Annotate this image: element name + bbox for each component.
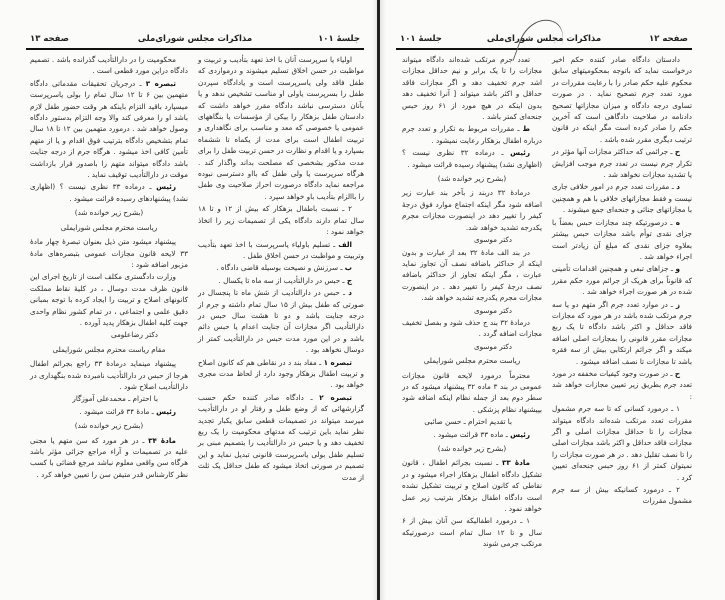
paragraph-text: ـ نسبت بجرائم اطفال ، قانون تشکیل دادگاه اطفال بزهکار اجراء میشود و در نقاطی که کانون اصلاح و تربیت تشکیل نشده است دادگاه اطفال بزهکار بترتیب زیر عمل خواهد نمود . — [402, 458, 542, 514]
paragraph-text: ریاست محترم مجلس شورایملی — [60, 222, 158, 232]
paragraph-lead: الف — [338, 239, 352, 249]
paragraph — [402, 123, 542, 146]
paragraph — [552, 403, 692, 483]
paragraph-text: درمادهٔ ۳۲ دربند ز بآخر بند عبارت زیر اضافه شود مگر اینکه اجتماع موارد فوق درجهٔ کیفر را تغییر دهد در اینصورت مجازات مجرم یکدرجه تشدید خواهد شد. — [402, 188, 542, 232]
paragraph-lead: ه — [675, 217, 680, 227]
paragraph-lead: تبصره ۳ — [145, 78, 177, 88]
paragraph — [30, 435, 188, 481]
paragraph-lead: ج — [346, 275, 352, 285]
paragraph — [30, 54, 188, 77]
paragraph-text: دادستان دادگاه صادر کننده حکم اخیر درخواست نماید که باتوجه بمحکومیتهای سابق محکوم علیه حکم صادر را با رعایت مقررات در مورد تعدد جرم تصحیح نماید . در صورت تساوی درجه دادگاه و میزان مجازاتها تصحیح دادنامه در صلاحیت دادگاهی است که آخرین حکم را صادر کرده است مگر اینکه در قانون ترتیب دیگری مقرر شده باشد . — [552, 55, 692, 144]
paragraph-text: دکتر موسوی — [474, 341, 512, 351]
text-column-right — [198, 54, 364, 484]
paragraph-text: دکتر موسوی — [474, 235, 512, 245]
paragraph-lead: ز — [675, 299, 680, 309]
paragraph-text: ـ درماده ۳۳ نظری نیست ؟ (اظهاری نشد) پیشنهادهای رسیده قرائت میشود . — [30, 182, 188, 203]
paragraph-text: ـ در موارد تعدد جرم اگر متهم دو یا سه جرم مرتکب شده باشد در هر مورد که مجازات فاقد حداقل و اکثر باشد دادگاه تا یک ربع مجازات مقرر قانونی را بمجازات اصلی اضافه میکند و اگر جرائم ارتکابی بیش از سه فقره باشد تا مجازات تا نصف اضافه میشود . — [552, 299, 692, 366]
paragraph-text: ـ درماده ۳۲ نظری نیست ؟ (اظهاری نشد) پیشنهاد رسیده قرائت میشود . — [402, 148, 542, 169]
signature — [402, 341, 542, 352]
paragraph — [552, 54, 692, 145]
page-number: صفحه ۱۲ — [649, 34, 688, 44]
paragraph — [552, 217, 692, 263]
publication-title: مذاکرات مجلس شورای‌ملی — [137, 34, 253, 44]
paragraph — [30, 236, 188, 270]
paragraph-text: ـ درصورتیکه چند مجازات حبس بعضاً با جزای نقدی توأم باشد مجازات حبس بیشتر بعلاوه جزای نقدی که مبلغ آن زیادتر است اجراء خواهد شد . — [552, 217, 692, 261]
paragraph — [552, 299, 692, 367]
paragraph — [552, 146, 692, 180]
paragraph-text: ـ تسلیم باولیاء یاسرپرست با اخذ تعهد بتأدیب وتربیت و مواظبت در حسن اخلاق طفل . — [198, 239, 364, 260]
paragraph-lead: رئیس — [510, 148, 531, 158]
session-number: جلسهٔ ۱۰۱ — [400, 34, 442, 44]
paragraph-text: ـ مقررات تعدد جرم در امور خلافی جاری نیست و فقط مجازاتهای خلافی با هم و همچنین با مجازاتهای جنائی و جنحه‌ای جمع میشوند . — [552, 182, 692, 215]
paragraph-lead: ح — [674, 147, 680, 157]
centered-heading — [402, 355, 542, 366]
paragraph-text: ـ دادگاه صادر کننده حکم حسب گزارشهائی که از وضع طفل و رفتار او در دارالتأدیب میرسد میتواند در تصمیمات قطعی سابق یکبار تجدید نظر نماید باین ترتیب که مدتهای محکومیت را یک ربع تخفیف دهد و یا حبس در دارالتأدیب را بتصمیم مبنی بر تسلیم طفل بولی یاسرپرست قانونی تبدیل نماید و این تصمیم در صورتی اتخاذ میشود که طفل حداقل یک ثلث از مدت — [198, 392, 364, 482]
paragraph-text: اولیاء یا سرپرست آنان با اخذ تعهد بتأدیب و تربیت و مواظبت در حسن اخلاق تسلیم میشوند و درمواردی که طفل فاقد ولی یاسرپرست است و یادادگاه سپردن طفل را بسرپرست یاولی او مناسب تشخیص ندهد و یا بآنان دسترسی نباشد دادگاه مقرر خواهد داشت که دادستان طفل بزهکار را بیکی از مؤسسات یا بنگاههای عمومی یا خصوصی که معد و مناسب برای نگاهداری و تربیت اطفال است برای مدت از یکماه تا ششماه بسپارد و یا اقدام و نظارت در حسن تربیت طفل را برای مدت مذکور بشخصی که مصلحت بداند واگذار کند . هرگاه سرپرست یا ولی طفل که بااو دسترسی نبوده مراجعه نماید دادگاه درصورت احراز صلاحیت وی طفل را باالزام بتأدیب باو خواهد سپرد . — [198, 55, 364, 201]
paragraph — [402, 370, 542, 416]
page-header — [26, 32, 364, 50]
paragraph — [402, 54, 542, 122]
centered-heading — [402, 443, 542, 454]
paragraph-text: محکومیت را در دارالتأدیب گذرانده باشد . تصمیم دادگاه دراین مورد قطعی است . — [30, 55, 188, 76]
paragraph — [30, 271, 188, 328]
paragraph-text: پیشنهاد مینماید درمادهٔ ۳۳ راجع بجرائم اطفال هرجا از حبس در دارالتأدیب نامبرده شده بنگهداری در دارالتأدیب اصلاح شود . — [30, 359, 188, 391]
paragraph-text: ریاست محترم مجلس شورایملی — [423, 356, 521, 366]
signature — [402, 416, 542, 427]
paragraph — [198, 275, 364, 286]
paragraph-text: (بشرح زیر خوانده شد) — [74, 208, 144, 218]
text-column-left — [30, 54, 188, 481]
paragraph-lead: ب — [344, 263, 352, 273]
book-binding-gutter — [377, 0, 380, 600]
paragraph-text: ـ ماده ۳۳ قرائت میشود . — [433, 429, 511, 439]
paragraph — [402, 429, 542, 440]
paragraph-lead: ح — [674, 368, 680, 378]
paragraph-lead: رئیس — [156, 182, 176, 192]
paragraph-text: دکتر موسوی — [474, 305, 512, 315]
text-column-right — [552, 54, 692, 508]
centered-heading — [30, 344, 188, 355]
paragraph — [30, 78, 188, 181]
page-number: صفحه ۱۳ — [30, 34, 69, 44]
paragraph-text: ۲ ـ درمورد کسانیکه بیش از سه جرم مشمول مقررات — [552, 485, 692, 506]
paragraph — [198, 262, 364, 273]
paragraph-text: (بشرح زیر خوانده شد) — [437, 174, 507, 184]
paragraph-text: ۲ ـ نسبت باطفال بزهکار که بیش از ۱۲ و تا ۱۸ سال تمام دارند دادگاه یکی از تصمیمات زیر را اتخاذ خواهد نمود : — [198, 204, 364, 237]
paragraph-text: تعدد جرم مرتکب شده‌اند دادگاه میتواند مجازات را تا یک برابر و نیم حداقل مجازات اشد جرم تخفیف دهد و اگر مجازات فاقد حداقل و اکثر باشد میتواند [ آنرا تخفیف دهد بدون اینکه در هیچ مورد از ۶۱ روز حبس جنحه‌ای کمتر باشد . — [402, 55, 542, 122]
text-column-left — [402, 54, 542, 551]
signature — [30, 329, 188, 340]
paragraph-lead: مادهٔ ۳۴ — [148, 435, 176, 445]
paragraph-lead: رئیس — [156, 406, 176, 416]
paragraph-lead: مادهٔ ۳۳ — [502, 458, 530, 468]
paragraph-lead: د — [676, 182, 680, 192]
signature — [402, 234, 542, 245]
paragraph-text: ـ در هر مورد که سن متهم یا مجنی علیه در تصمیمات و آراء مراجع جزائی مؤثر باشد هرگاه سن واقعی معلوم نباشد مرجع قضائی با کسب نظر کارشناس قدر متیقن سن را تعیین خواهد کرد . — [30, 435, 188, 479]
paragraph-text: (بشرح زیر خوانده شد) — [74, 421, 144, 431]
paragraph — [198, 203, 364, 237]
paragraph-text: در بند الف مادهٔ ۳۲ بعد از عبارت و بدون اینکه از حداکثر باضافه نصف آن تجاوز نماید عبارت ، مگر اینکه تجاوز از حداکثر باضافه نصف درجهٔ کیفر را تغییر دهد . در اینصورت مجازات مجرم یکدرجه تشدید خواهد شد. — [402, 247, 542, 303]
paragraph — [552, 263, 692, 297]
paragraph-text: پیشنهاد میشود متن ذیل بعنوان تبصرهٔ چهار مادهٔ ۳۳ لایحه قانون مجازات عمومی بتبصره‌های مادهٔ مزبور اضافه شود : — [30, 237, 188, 269]
paragraph-text: ـ حبس در دارالتأدیب از سه ماه تا یکسال . — [218, 275, 347, 285]
paragraph-text: ۱ ـ درمورد اطفالیکه سن آنان بیش از ۶ سال و تا ۱۲ سال تمام است درصورتیکه مرتکب جرمی شوند — [402, 516, 542, 549]
paragraph-text: ـ مقررات مربوط به تکرار و تعدد جرم درباره اطفال بزهکار رعایت نمیشود . — [402, 124, 542, 145]
paragraph — [198, 287, 364, 355]
paragraph-text: ـ در صورت وجود کیفیات مخففه در مورد تعدد جرم بطریق زیر تعیین مجازات خواهد شد : — [552, 368, 692, 401]
paragraph-text: ـ جزاهای تبعی و همچنین اقدامات تأمینی که قانوناً برای هریک از جرائم مورد حکم مقرر شده در هر صورت اجراء خواهد شد . — [552, 264, 692, 297]
paragraph — [402, 187, 542, 233]
paragraph-text: با تقدیم احترام ـ حسن صائبی — [424, 417, 512, 427]
paragraph — [552, 484, 692, 507]
paragraph-text: ۱ ـ درمورد کسانی که تا سه جرم مشمول مقررات تعدد مرتکب شده‌اند دادگاه میتواند مجازات را تا حداقل مجازات اصلی و اگر مجازات فاقد حداقل و اکثر باشد مجازات اصلی را تا نصف تقلیل دهد . در هر صورت مجازات را نمیتوان کمتر از ۶۱ روز حبس جنحه‌ای تعیین کرد . — [552, 404, 692, 482]
paragraph-text: وزارت دادگستری مکلف است از تاریخ اجرای این قانون ظرف مدت دوسال ، در کلیهٔ نقاط مملکت کانونهای اصلاح و تربیت را ایجاد کرده با توجه بمبانی دقیق علمی و اجتماعی ، در تمام کشور نظام واحدی جهت کلیه اطفال بزهکار پدید آورده . — [30, 272, 188, 327]
paragraph-text: مقام ریاست محترم مجلس شورایملی — [52, 344, 166, 354]
paragraph-lead: تبصره ۲ — [319, 392, 352, 402]
paragraph-text: محترماً درمورد لایحه قانون مجازات عمومی در بند ۳ ماده ۳۲ پیشنهاد میشود که در سطر دوم بعد از جمله نظام اینکه اضافه شود بپیشنهاد نظام پزشکی . — [402, 370, 542, 414]
paragraph — [198, 239, 364, 262]
session-number: جلسهٔ ۱۰۱ — [318, 34, 360, 44]
paragraph-text: ـ مفاد بند د در نقاطی هم که کانون اصلاح و تربیت اطفال بزهکار وجود دارد از لحاظ مدت مجری خواهد بود . — [198, 357, 364, 390]
paragraph-text: (بشرح زیر خوانده شد) — [437, 444, 507, 453]
paragraph-text: ـ حبس در دارالتأدیب از شش ماه تا پنجسال در صورتی که طفل بیش از ۱۵ سال تمام داشته و جرم از درجه جنایت باشد و دو تا هشت سال حبس در دارالتأدیب اگر مجازات آن جنایت اعدام یا حبس دائم باشد و در این مورد مدت حبس در دارالتأدیب کمتر از دوسال نخواهد بود . — [198, 288, 364, 355]
paragraph-text: درمادهٔ ۳۲ بند ج حذف شود و بفصل تخفیف مجازات اضافه گردد . — [402, 317, 542, 339]
centered-heading — [30, 207, 188, 218]
paragraph-lead: ط — [522, 124, 530, 134]
paragraph-text: ـ مادهٔ ۳۴ قرائت میشود . — [79, 406, 157, 416]
signature — [30, 393, 188, 404]
paragraph — [552, 368, 692, 402]
paragraph — [30, 406, 188, 417]
paragraph — [552, 181, 692, 215]
paragraph — [402, 147, 542, 170]
paragraph-lead: رئیس — [510, 429, 530, 439]
paragraph-text: ـ جرائمی که حداکثر مجازات آنها مؤثر در تکرار جرم نیست در تعدد جرم موجب افزایش یا تشدید مجازات نخواهد شد . — [552, 147, 692, 180]
paragraph — [402, 515, 542, 549]
signature — [402, 305, 542, 316]
publication-title: مذاکرات مجلس شورای‌ملی — [486, 34, 602, 44]
paragraph-text: با احترام ـ محمدعلی آموزگار — [72, 394, 158, 404]
paragraph — [402, 457, 542, 514]
paragraph — [30, 181, 188, 204]
paragraph-lead: د — [348, 288, 352, 298]
paragraph-text: ـ درجریان تحقیقات مقدماتی دادگاه متهمین بین ۶ تا ۱۲ سال تمام را بولی یاسرپرست میسپارد باقید التزام باینکه هر وقت حضور طفل لازم باشد او را معرفی کند والا وجه التزام بدستور دادگاه وصول خواهد شد . درمورد متهمین بین ۱۲ تا ۱۸ سال تمام بتشخیص دادگاه بترتیب فوق اقدام و یا از متهم تأمین کافی اخذ میشود . هرگاه جرم از درجه جنایت باشد دادگاه میتواند متهم را باصدور قرار بازداشت موقت در دارالتأدیب توقیف نماید . — [30, 78, 188, 180]
paragraph-lead: تبصره ۱ — [323, 357, 352, 367]
paragraph — [198, 392, 364, 483]
centered-heading — [402, 173, 542, 184]
paragraph — [402, 317, 542, 340]
paragraph — [402, 247, 542, 304]
paragraph — [30, 358, 188, 392]
paragraph — [198, 54, 364, 202]
centered-heading — [30, 420, 188, 431]
centered-heading — [30, 222, 188, 233]
paragraph-lead: و — [675, 264, 680, 274]
paragraph-text: دکتر رضاعلومی — [110, 330, 158, 340]
paragraph — [198, 357, 364, 391]
paragraph-text: ـ سرزنش و نصیحت بوسیله قاضی دادگاه . — [216, 263, 345, 273]
